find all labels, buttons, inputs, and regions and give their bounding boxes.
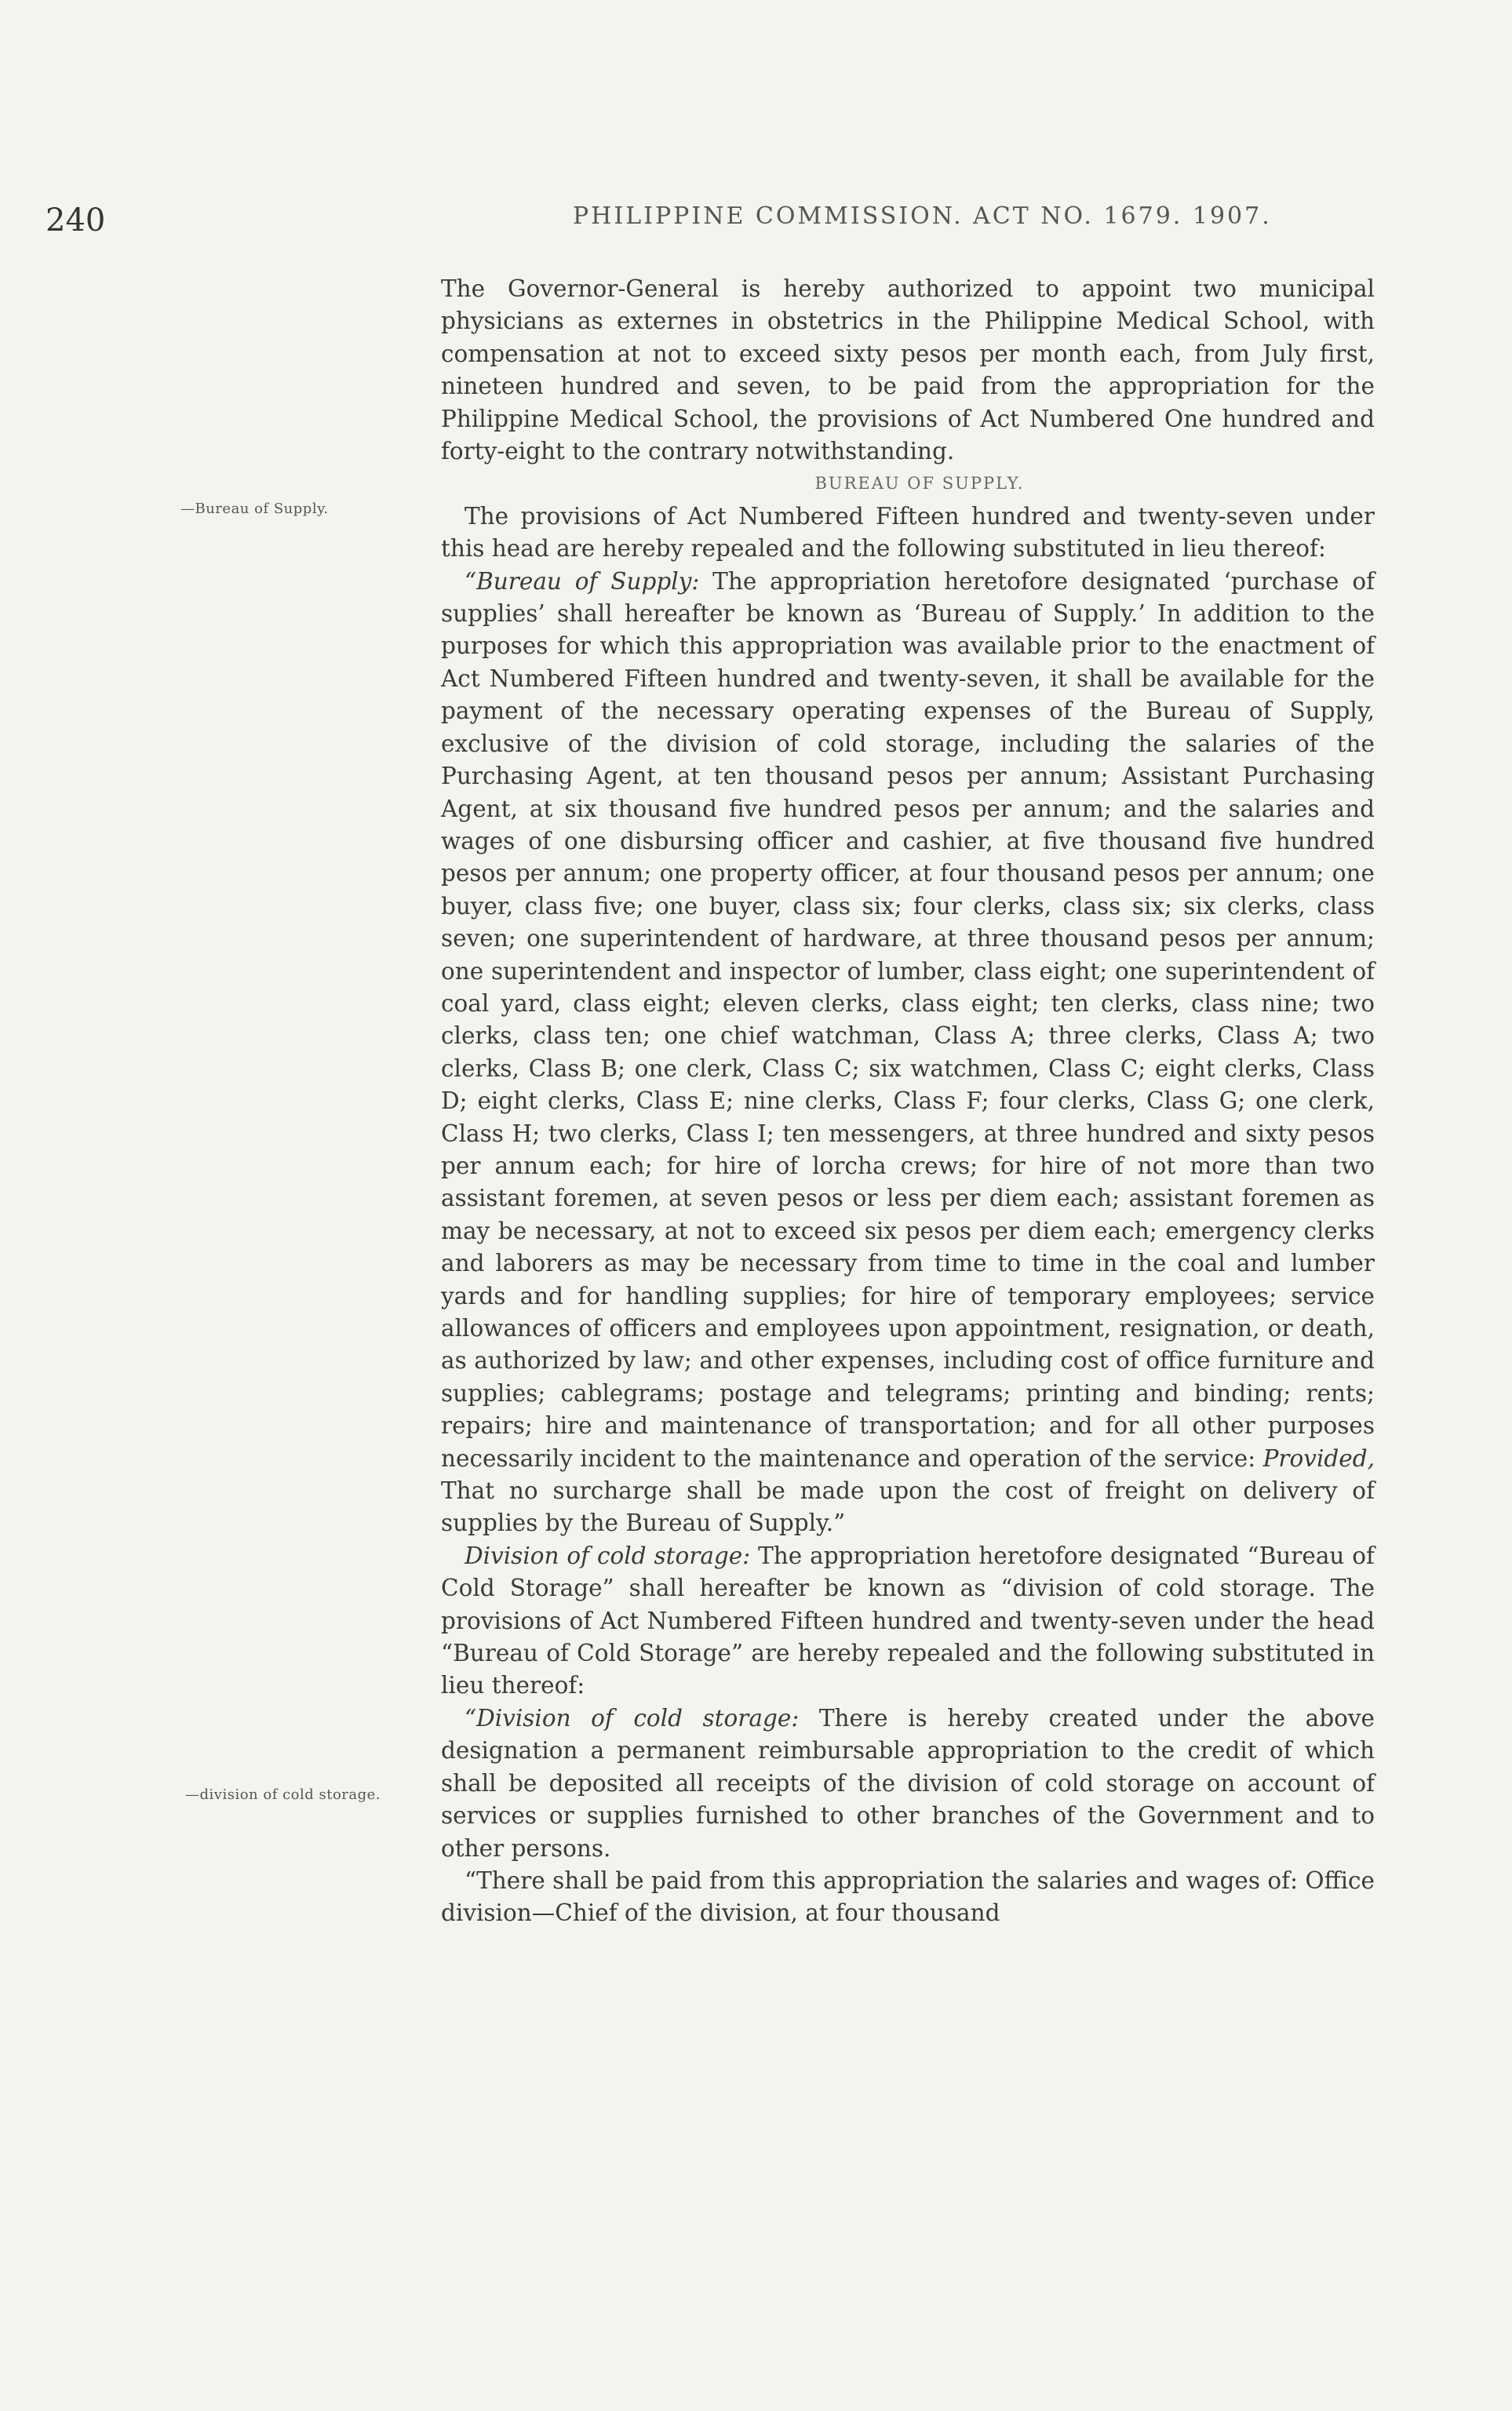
bureau-of-supply-lead: “Bureau of Supply: (465, 567, 700, 595)
page-number: 240 (46, 202, 106, 239)
division-cold-storage-lead: Division of cold storage: (465, 1542, 751, 1569)
cold-storage-appropriation-lead: “Division of cold storage: (465, 1704, 800, 1732)
paragraph-physicians: The Governor-General is hereby authorized to appoint two municipal physicians as externes in obstetrics in the Philippine Medical School, with compensation at not to exceed sixty pesos per month each, from July first, nineteen hundred and seven, to be paid from the appropriation for the Philippine Medical School, the provisions of Act Numbered One hundred and forty-eight to the contrary notwithstanding. (441, 275, 1375, 465)
margin-note-division-cold-storage: —division of cold storage. (185, 1786, 381, 1803)
paragraph-division-cold-storage (441, 1540, 1375, 1703)
cold-storage-appropriation-text: There is hereby created under the above designation a permanent reimbursable appropriation to the credit of which shall be deposited all receipts of the division of cold storage on account of services or supplies furnished to other branches of the Government and to other persons. (441, 1704, 1375, 1862)
paragraph-bureau-of-supply (441, 566, 1375, 1540)
paragraph-supply-repeal: The provisions of Act Numbered Fifteen hundred and twenty-seven under this head are hereby repealed and the following substituted in lieu thereof: (441, 502, 1375, 563)
division-cold-storage-text: The appropriation heretofore designated “Bureau of Cold Storage” shall hereafter be known as “division of cold storage. The provisions of Act Numbered Fifteen hundred and twenty-seven under the head “Bureau of Cold Storage” are hereby repealed and the following substituted in lieu thereof: (441, 1542, 1375, 1699)
provided-keyword: Provided, (1262, 1444, 1375, 1472)
bureau-of-supply-proviso: That no surcharge shall be made upon the cost of freight on delivery of supplies by the Bureau of Supply.” (441, 1477, 1375, 1537)
body-text (441, 273, 1375, 1930)
margin-note-bureau-of-supply: —Bureau of Supply. (180, 501, 329, 517)
section-heading-bureau-of-supply: BUREAU OF SUPPLY. (814, 474, 1025, 493)
running-head: PHILIPPINE COMMISSION. ACT NO. 1679. 1907. (573, 202, 1272, 230)
bureau-of-supply-text: The appropriation heretofore designated ‘purchase of supplies’ shall hereafter be known as ‘Bureau of Supply.’ In addition to the purposes for which this appropriation was available prior to the enactment of Act Numbered Fifteen hundred and twenty-seven, it shall be available for the payment of the necessary operating expenses of the Bureau of Supply, exclusive of the division of cold storage, including the salaries of the Purchasing Agent, at ten thousand pesos per annum; Assistant Purchasing Agent, at six thousand five hundred pesos per annum; and the salaries and wages of one disbursing officer and cashier, at five thousand five hundred pesos per annum; one property officer, at four thousand pesos per annum; one buyer, class five; one buyer, class six; four clerks, class six; six clerks, class seven; one superintendent of hardware, at three thousand pesos per annum; one superintendent and inspector of lumber, class eight; one superintendent of coal yard, class eight; eleven clerks, class eight; ten clerks, class nine; two clerks, class ten; one chief watchman, Class A; three clerks, Class A; two clerks, Class B; one clerk, Class C; six watchmen, Class C; eight clerks, Class D; eight clerks, Class E; nine clerks, Class F; four clerks, Class G; one clerk, Class H; two clerks, Class I; ten messengers, at three hundred and sixty pesos per annum each; for hire of lorcha crews; for hire of not more than two assistant foremen, at seven pesos or less per diem each; assistant foremen as may be necessary, at not to exceed six pesos per diem each; emergency clerks and laborers as may be necessary from time to time in the coal and lumber yards and for handling supplies; for hire of temporary employees; service allowances of officers and employees upon appointment, resignation, or death, as authorized by law; and other expenses, including cost of office furniture and supplies; cablegrams; postage and telegrams; printing and binding; rents; repairs; hire and maintenance of transportation; and for all other purposes necessarily incident to the maintenance and operation of the service: (441, 567, 1375, 1472)
paragraph-salaries: “There shall be paid from this appropriation the salaries and wages of: Office division—Chief of the division, at four thousand (441, 1867, 1375, 1927)
paragraph-cold-storage-appropriation (441, 1703, 1375, 1865)
